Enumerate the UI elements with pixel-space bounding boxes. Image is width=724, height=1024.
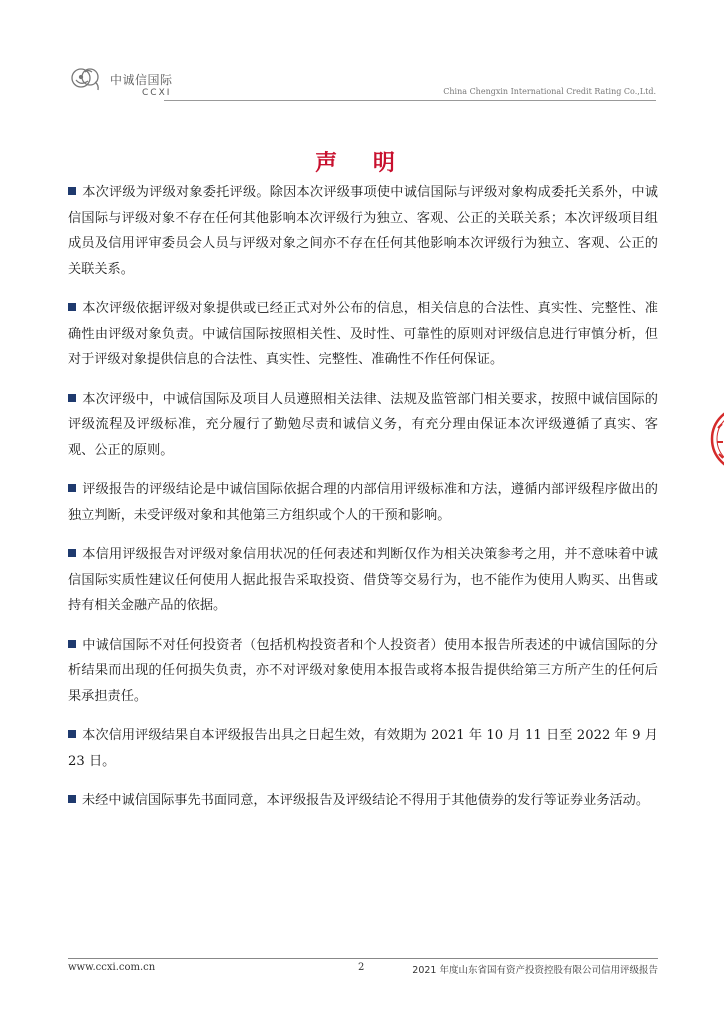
square-bullet-icon bbox=[68, 549, 76, 557]
statement-text: 本次评级依据评级对象提供或已经正式对外公布的信息，相关信息的合法性、真实性、完整性、准确性由评级对象负责。中诚信国际按照相关性、及时性、可靠性的原则对评级信息进行审慎分析，但对于评级对象提供信息的合法性、真实性、完整性、准确性不作任何保证。 bbox=[68, 301, 658, 367]
statement-item bbox=[68, 788, 658, 814]
ccxi-logo-icon bbox=[68, 60, 104, 96]
statement-text: 本次信用评级结果自本评级报告出具之日起生效，有效期为 2021 年 10 月 11 日至 2022 年 9 月 23 日。 bbox=[68, 728, 658, 769]
square-bullet-icon bbox=[68, 730, 76, 738]
footer-report-title: 2021 年度山东省国有资产投资控股有限公司信用评级报告 bbox=[412, 965, 658, 976]
statement-item bbox=[68, 633, 658, 710]
statement-item bbox=[68, 477, 658, 528]
square-bullet-icon bbox=[68, 484, 76, 492]
logo-cn-text: 中诚信国际 bbox=[110, 73, 173, 87]
logo-en-text: CCXI bbox=[142, 88, 172, 98]
square-bullet-icon bbox=[68, 187, 76, 195]
statement-text: 中诚信国际不对任何投资者（包括机构投资者和个人投资者）使用本报告所表述的中诚信国际的分析结果而出现的任何损失负责，亦不对评级对象使用本报告或将本报告提供给第三方所产生的任何后果承担责任。 bbox=[68, 637, 658, 704]
square-bullet-icon bbox=[68, 640, 76, 648]
page-number: 2 bbox=[358, 962, 365, 973]
statement-item bbox=[68, 296, 658, 373]
page-header bbox=[68, 60, 656, 102]
statement-item bbox=[68, 387, 658, 464]
page-title: 声 明 bbox=[315, 151, 409, 176]
statement-body bbox=[68, 180, 658, 828]
square-bullet-icon bbox=[68, 795, 76, 803]
footer-website: www.ccxi.com.cn bbox=[68, 962, 156, 973]
statement-text: 本次评级中，中诚信国际及项目人员遵照相关法律、法规及监管部门相关要求，按照中诚信国际的评级流程及评级标准，充分履行了勤勉尽责和诚信义务，有充分理由保证本次评级遵循了真实、客观、公正的原则。 bbox=[68, 391, 658, 458]
statement-text: 本次评级为评级对象委托评级。除因本次评级事项使中诚信国际与评级对象构成委托关系外，中诚信国际与评级对象不存在任何其他影响本次评级行为独立、客观、公正的关联关系；本次评级项目组成员及信用评审委员会人员与评级对象之间亦不存在任何其他影响本次评级行为独立、客观、公正的关联关系。 bbox=[68, 185, 658, 277]
footer-divider bbox=[68, 958, 658, 959]
red-seal-stamp-icon bbox=[706, 404, 724, 474]
statement-item bbox=[68, 542, 658, 619]
header-divider bbox=[164, 100, 656, 101]
statement-text: 本信用评级报告对评级对象信用状况的任何表述和判断仅作为相关决策参考之用，并不意味着中诚信国际实质性建议任何使用人据此报告采取投资、借贷等交易行为，也不能作为使用人购买、出售或持有相关金融产品的依据。 bbox=[68, 547, 658, 613]
square-bullet-icon bbox=[68, 303, 76, 311]
statement-text: 评级报告的评级结论是中诚信国际依据合理的内部信用评级标准和方法，遵循内部评级程序做出的独立判断，未受评级对象和其他第三方组织或个人的干预和影响。 bbox=[68, 482, 658, 523]
statement-item bbox=[68, 723, 658, 774]
company-english-name: China Chengxin International Credit Rating Co.,Ltd. bbox=[443, 87, 656, 96]
statement-item bbox=[68, 180, 658, 282]
statement-text: 未经中诚信国际事先书面同意，本评级报告及评级结论不得用于其他债券的发行等证券业务活动。 bbox=[82, 793, 650, 808]
square-bullet-icon bbox=[68, 394, 76, 402]
